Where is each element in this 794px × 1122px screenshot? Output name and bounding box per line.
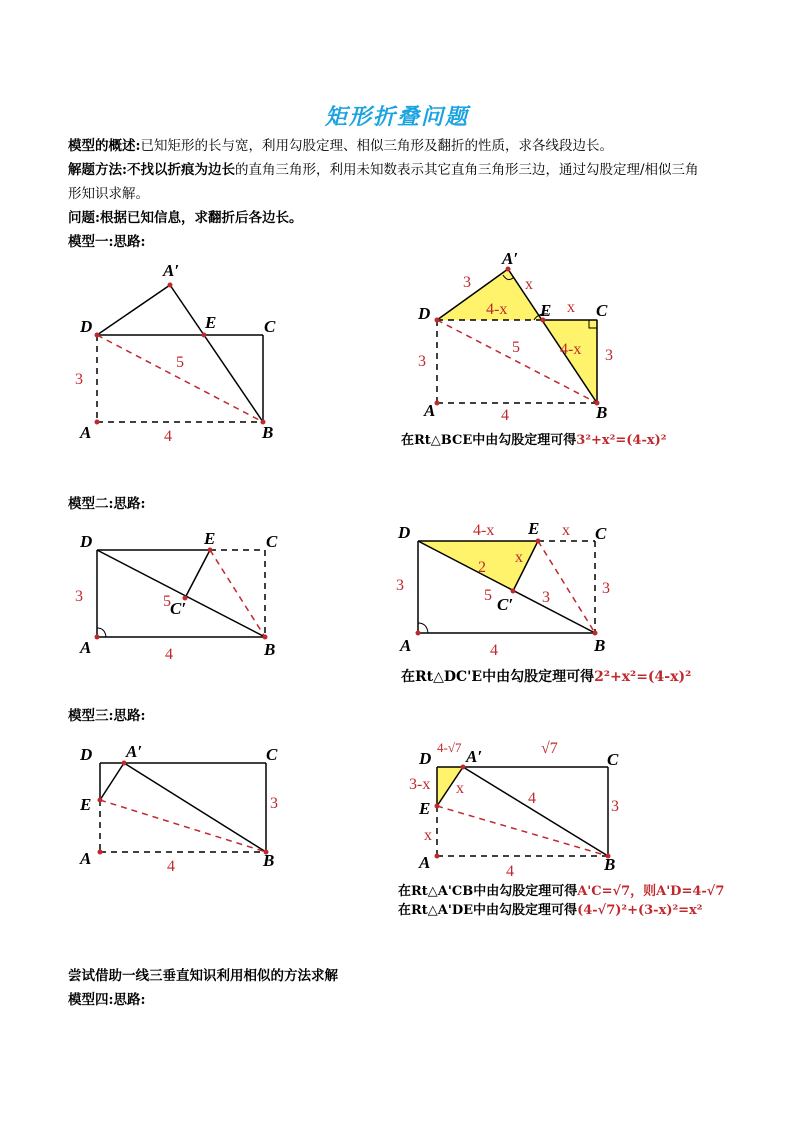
- m1l-label-b: B: [262, 423, 274, 442]
- m3r-label-a: A: [419, 853, 431, 872]
- m1l-label-a: A: [80, 423, 92, 442]
- m1r-value-4mx-2: 4-x: [560, 341, 582, 358]
- model2-eq: 2²+x²=(4-x)²: [594, 669, 692, 685]
- m1l-label-c: C: [264, 317, 276, 336]
- m2l-label-b: B: [264, 640, 276, 659]
- m2l-value-5: 5: [163, 593, 171, 610]
- model1-heading: 模型一:思路:: [68, 234, 146, 250]
- m1l-label-e: E: [205, 313, 217, 332]
- m2l-label-cprime: C′: [170, 599, 187, 618]
- m3l-label-c: C: [266, 745, 278, 764]
- m3l-label-b: B: [263, 851, 275, 870]
- overview-text: 已知矩形的长与宽，利用勾股定理、相似三角形及翻折的性质，求各线段边长。: [140, 138, 613, 154]
- m1l-value-4: 4: [164, 428, 172, 445]
- m1r-value-3-left: 3: [418, 353, 426, 370]
- model3-eq2-prefix: 在Rt△A'DE中由勾股定理可得: [398, 903, 578, 918]
- m1r-label-e: E: [540, 301, 552, 320]
- m3r-value-3: 3: [611, 798, 619, 815]
- method-text: 的直角三角形，利用未知数表示其它直角三角形三边，通过勾股定理/相似三角: [234, 162, 699, 178]
- m2r-label-e: E: [528, 519, 540, 538]
- m2r-value-4mx: 4-x: [473, 522, 495, 539]
- m2r-value-5: 5: [484, 587, 492, 604]
- m1r-label-aprime: A′: [502, 249, 519, 268]
- m3r-value-4-diag: 4: [528, 790, 536, 807]
- hint-line: 尝试借助一线三垂直知识利用相似的方法求解: [68, 968, 338, 984]
- m2l-value-4: 4: [165, 646, 173, 663]
- m2r-value-4: 4: [490, 642, 498, 659]
- m2r-label-b: B: [594, 636, 606, 655]
- m2l-value-3: 3: [75, 588, 83, 605]
- m1r-value-4: 4: [501, 407, 509, 424]
- page-title: 矩形折叠问题: [324, 104, 469, 130]
- m3r-label-d: D: [419, 749, 432, 768]
- m2r-label-c: C: [595, 524, 607, 543]
- m2l-label-c: C: [266, 532, 278, 551]
- m3r-value-sqrt7: √7: [541, 740, 558, 757]
- m3r-value-x-low: x: [424, 827, 432, 844]
- m1r-value-5: 5: [512, 339, 520, 356]
- m2l-label-e: E: [204, 529, 216, 548]
- m3r-label-e: E: [419, 799, 431, 818]
- m2r-value-2: 2: [478, 559, 486, 576]
- m3l-label-a: A: [80, 849, 92, 868]
- method-line-2: 形知识求解。: [68, 186, 149, 202]
- m1r-label-b: B: [596, 403, 608, 422]
- m2r-label-cprime: C′: [497, 595, 514, 614]
- m1l-value-3: 3: [75, 371, 83, 388]
- model1-eq: 3²+x²=(4-x)²: [576, 433, 667, 448]
- m2r-value-3-left: 3: [396, 577, 404, 594]
- overview-label: 模型的概述:: [68, 138, 141, 154]
- m2l-label-d: D: [80, 532, 93, 551]
- m2r-value-x-top: x: [562, 522, 570, 539]
- method-bold-text: 不找以折痕为边长: [126, 162, 235, 178]
- m1l-label-aprime: A′: [163, 261, 180, 280]
- m1r-label-c: C: [596, 301, 608, 320]
- m3r-label-aprime: A′: [466, 747, 483, 766]
- m1r-label-a: A: [424, 401, 436, 420]
- m3r-value-3mx: 3-x: [409, 776, 431, 793]
- model4-heading: 模型四:思路:: [68, 992, 146, 1008]
- m3r-value-4: 4: [506, 863, 514, 880]
- m1r-label-d: D: [418, 304, 431, 323]
- m1r-value-3-right: 3: [605, 347, 613, 364]
- m3r-value-4msqrt7: 4-√7: [437, 740, 462, 755]
- m2r-value-3-mid: 3: [542, 589, 550, 606]
- model3-eq1-prefix: 在Rt△A'CB中由勾股定理可得: [398, 884, 578, 899]
- model2-eq-prefix: 在Rt△DC'E中由勾股定理可得: [401, 669, 595, 685]
- question-text: 根据已知信息，求翻折后各边长。: [99, 210, 303, 226]
- m2r-value-x: x: [515, 549, 523, 566]
- m1l-value-5: 5: [176, 354, 184, 371]
- model3-heading: 模型三:思路:: [68, 708, 146, 724]
- m1l-label-d: D: [80, 317, 93, 336]
- m2l-label-a: A: [80, 638, 92, 657]
- model3-eq1: A'C=√7，则A'D=4-√7: [577, 884, 725, 899]
- model3-equation-1: [398, 880, 724, 899]
- question-label: 问题:: [68, 210, 100, 226]
- m2r-label-a: A: [400, 636, 412, 655]
- m1r-value-4mx: 4-x: [486, 301, 508, 318]
- model3-eq2: (4-√7)²+(3-x)²=x²: [577, 903, 703, 918]
- m3r-label-b: B: [604, 855, 616, 874]
- m1r-value-x: x: [567, 299, 575, 316]
- m2r-value-3-right: 3: [602, 580, 610, 597]
- m3r-label-c: C: [607, 750, 619, 769]
- m3r-value-x-mid: x: [456, 780, 464, 797]
- m1r-value-x-top: x: [525, 276, 533, 293]
- model1-eq-prefix: 在Rt△BCE中由勾股定理可得: [401, 433, 577, 448]
- model3-equation-2: [398, 899, 703, 918]
- m3l-label-d: D: [80, 745, 93, 764]
- m3l-value-3: 3: [270, 795, 278, 812]
- m3l-label-aprime: A′: [126, 742, 143, 761]
- m1r-value-3-top: 3: [463, 274, 471, 291]
- m3l-label-e: E: [80, 795, 92, 814]
- m3l-value-4: 4: [167, 858, 175, 875]
- method-label: 解题方法:: [68, 162, 127, 178]
- model2-heading: 模型二:思路:: [68, 496, 146, 512]
- m2r-label-d: D: [398, 523, 411, 542]
